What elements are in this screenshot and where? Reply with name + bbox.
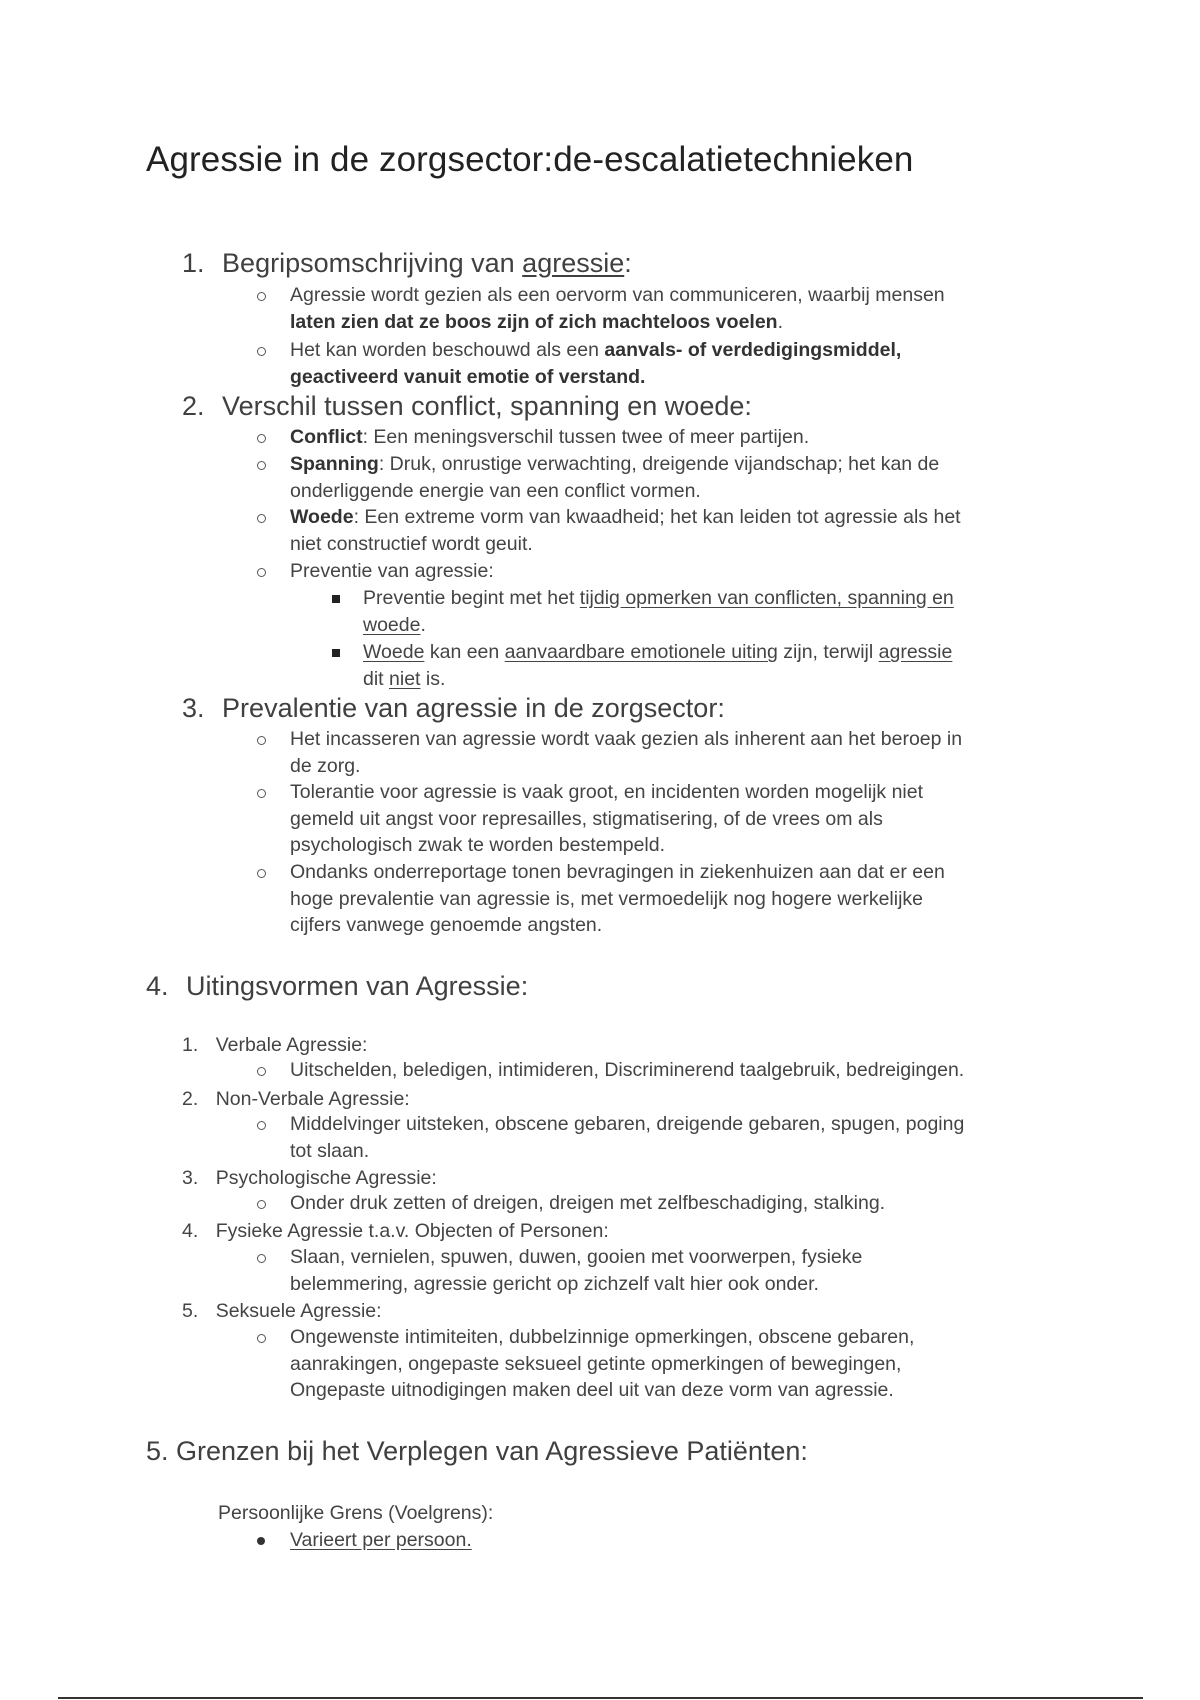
s5-bullet-text: Varieert per persoon. — [290, 1529, 472, 1551]
bottom-divider — [58, 1697, 1143, 1699]
agressie-link[interactable]: agressie — [522, 248, 625, 278]
conflict-term: Conflict — [290, 426, 363, 448]
s4-item-5-line2: aanrakingen, ongepaste seksueel getinte opmerkingen of bewegingen, — [290, 1352, 902, 1375]
s3-b2-line2: gemeld uit angst voor represailles, stigmatisering, of de vrees om als — [290, 807, 883, 830]
s4-item-5 — [182, 1300, 382, 1323]
circle-bullet-icon — [257, 1121, 266, 1130]
section-3-number: 3. — [182, 693, 205, 723]
spanning-term: Spanning — [290, 453, 379, 475]
s4-item-2-line2: tot slaan. — [290, 1139, 370, 1162]
s1-b2-bold-line2: geactiveerd vanuit emotie of verstand. — [290, 365, 646, 388]
s4-item-label: Fysieke Agressie t.a.v. Objecten of Personen: — [215, 1220, 609, 1242]
p2-underlined-3: agressie — [878, 641, 953, 663]
s1-b1-end: . — [777, 310, 784, 333]
s4-item-4-line1: Slaan, vernielen, spuwen, duwen, gooien met voorwerpen, fysieke — [290, 1246, 863, 1268]
s3-bullet-2 — [290, 779, 923, 859]
s3-b3-line3: cijfers vanwege genoemde angsten. — [290, 914, 603, 936]
s4-item-1-detail: Uitschelden, beledigen, intimideren, Discriminerend taalgebruik, bedreigingen. — [290, 1059, 965, 1081]
s2-conflict — [290, 424, 809, 451]
p2-underlined-1: Woede — [363, 641, 425, 663]
p1-text: Preventie begint met het — [363, 587, 580, 609]
round-bullet-icon — [257, 1537, 265, 1545]
s3-b2-line1: Tolerantie voor agressie is vaak groot, en incidenten worden mogelijk niet — [290, 781, 924, 803]
circle-bullet-icon — [257, 461, 266, 470]
circle-bullet-icon — [257, 736, 266, 745]
s4-item-5-line1: Ongewenste intimiteiten, dubbelzinnige opmerkingen, obscene gebaren, — [290, 1326, 915, 1348]
spanning-line2: onderliggende energie van een conflict vormen. — [290, 479, 701, 502]
page-title: Agressie in de zorgsector:de-escalatietechnieken — [146, 140, 914, 179]
conflict-text: : Een meningsverschil tussen twee of meer partijen. — [362, 426, 810, 448]
s2-spanning — [290, 451, 939, 504]
s4-item-2 — [182, 1088, 410, 1111]
s5-subheading: Persoonlijke Grens (Voelgrens): — [218, 1502, 494, 1524]
p2-text-1: kan een — [424, 641, 505, 663]
s4-item-4-detail — [290, 1244, 862, 1297]
s4-item-number: 2. — [182, 1088, 199, 1110]
s4-item-4 — [182, 1220, 609, 1243]
s1-b2-bold: aanvals- of verdedigingsmiddel, — [604, 339, 902, 361]
p2-underlined-4: niet — [389, 667, 421, 690]
s4-item-label: Psychologische Agressie: — [215, 1167, 437, 1189]
circle-bullet-icon — [257, 568, 266, 577]
s4-item-2-detail — [290, 1111, 964, 1164]
s3-bullet-1 — [290, 726, 962, 779]
s4-item-2-line1: Middelvinger uitsteken, obscene gebaren, dreigende gebaren, spugen, poging — [290, 1113, 965, 1135]
s3-b2-line3: psychologisch zwak te worden bestempeld. — [290, 834, 666, 856]
s4-item-4-line2: belemmering, agressie gericht op zichzelf valt hier ook onder. — [290, 1272, 819, 1295]
woede-line2: niet constructief wordt geuit. — [290, 532, 533, 555]
circle-bullet-icon — [257, 434, 266, 443]
p2-text-4: is. — [420, 667, 446, 690]
s4-item-3-detail: Onder druk zetten of dreigen, dreigen met zelfbeschadiging, stalking. — [290, 1192, 886, 1214]
s2-preventie-sub-2 — [363, 639, 952, 692]
spanning-line1: : Druk, onrustige verwachting, dreigende vijandschap; het kan de — [378, 453, 940, 475]
s3-b1-line2: de zorg. — [290, 754, 361, 777]
circle-bullet-icon — [257, 869, 266, 878]
s4-item-1 — [182, 1034, 367, 1057]
s3-b1-line1: Het incasseren van agressie wordt vaak gezien als inherent aan het beroep in — [290, 728, 963, 750]
circle-bullet-icon — [257, 292, 266, 301]
section-2-heading — [182, 391, 752, 422]
s2-preventie: Preventie van agressie: — [290, 560, 494, 582]
s4-item-label: Seksuele Agressie: — [215, 1300, 382, 1322]
section-4-heading — [146, 971, 528, 1002]
s4-item-number: 4. — [182, 1220, 199, 1242]
s4-item-number: 1. — [182, 1034, 199, 1056]
s4-item-3 — [182, 1167, 437, 1190]
s4-item-label: Verbale Agressie: — [215, 1034, 368, 1056]
s1-bullet-1 — [290, 282, 945, 335]
section-2-number: 2. — [182, 391, 205, 421]
square-bullet-icon — [332, 649, 340, 657]
circle-bullet-icon — [257, 1254, 266, 1263]
s1-b1-line1: Agressie wordt gezien als een oervorm van communiceren, waarbij mensen — [290, 284, 945, 306]
s2-preventie-sub-1 — [363, 585, 954, 638]
s1-bullet-2 — [290, 337, 901, 390]
s4-item-number: 3. — [182, 1167, 199, 1189]
s4-item-number: 5. — [182, 1300, 199, 1322]
section-1-heading-text: Begripsomschrijving van — [222, 248, 523, 278]
p2-underlined-2: aanvaardbare emotionele uiting — [504, 641, 778, 663]
circle-bullet-icon — [257, 1334, 266, 1343]
s3-b3-line2: hoge prevalentie van agressie is, met vermoedelijk nog hogere werkelijke — [290, 887, 924, 910]
s4-item-5-line3: Ongepaste uitnodigingen maken deel uit van deze vorm van agressie. — [290, 1379, 894, 1401]
circle-bullet-icon — [257, 789, 266, 798]
s3-bullet-3 — [290, 859, 945, 939]
s4-item-5-detail — [290, 1324, 914, 1404]
p2-text-2: zijn, terwijl — [777, 641, 879, 663]
s3-b3-line1: Ondanks onderreportage tonen bevragingen in ziekenhuizen aan dat er een — [290, 861, 945, 883]
section-2-heading-text: Verschil tussen conflict, spanning en woede: — [222, 391, 752, 421]
section-5-heading: 5. Grenzen bij het Verplegen van Agressieve Patiënten: — [146, 1436, 808, 1466]
circle-bullet-icon — [257, 347, 266, 356]
p1-end: . — [420, 613, 426, 636]
s5-bullet — [290, 1527, 472, 1554]
section-3-heading-text: Prevalentie van agressie in de zorgsector: — [222, 693, 725, 723]
circle-bullet-icon — [257, 514, 266, 523]
s4-item-label: Non-Verbale Agressie: — [215, 1088, 410, 1110]
s1-b1-bold: laten zien dat ze boos zijn of zich machteloos voelen — [290, 310, 778, 333]
square-bullet-icon — [332, 595, 340, 603]
section-1-heading — [182, 248, 632, 279]
section-4-number: 4. — [146, 971, 169, 1001]
section-1-number: 1. — [182, 248, 205, 278]
s1-b2-text: Het kan worden beschouwd als een — [290, 339, 605, 361]
p2-text-3: dit — [363, 667, 390, 690]
section-3-heading — [182, 693, 725, 724]
circle-bullet-icon — [257, 1067, 266, 1076]
s2-woede — [290, 504, 961, 557]
woede-line1: : Een extreme vorm van kwaadheid; het kan leiden tot agressie als het — [353, 506, 961, 528]
circle-bullet-icon — [257, 1200, 266, 1209]
woede-term: Woede — [290, 506, 354, 528]
p1-underlined-2: woede — [363, 613, 421, 636]
p1-underlined: tijdig opmerken van conflicten, spanning en — [579, 587, 954, 609]
section-1-heading-colon: : — [624, 248, 632, 278]
section-4-heading-text: Uitingsvormen van Agressie: — [186, 971, 529, 1001]
